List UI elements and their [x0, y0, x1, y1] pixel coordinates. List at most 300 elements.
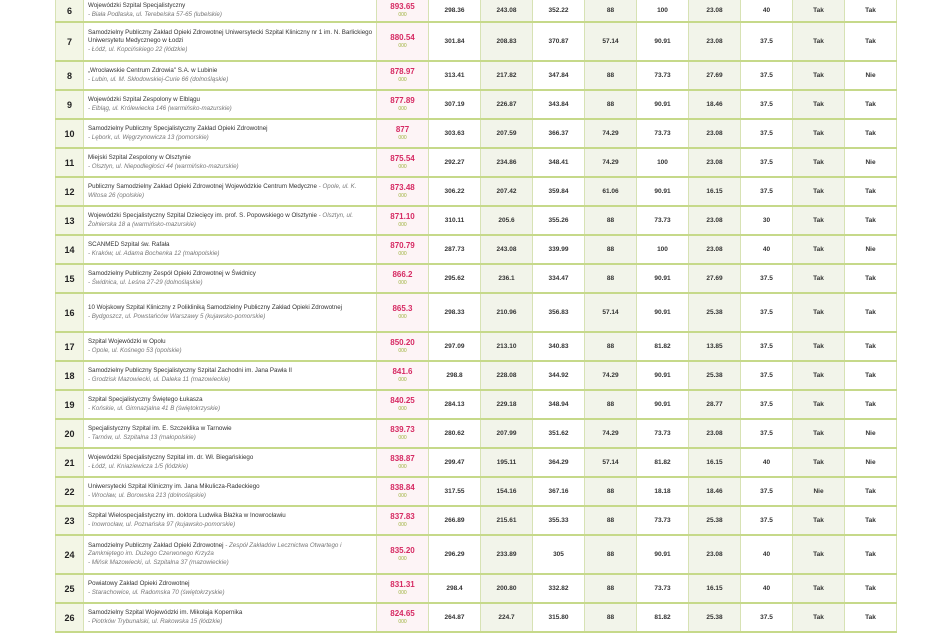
- value-cell: 370.87: [533, 22, 585, 61]
- value-cell: Tak: [845, 390, 897, 419]
- value-cell: Nie: [845, 148, 897, 177]
- score-sub: 000: [398, 618, 407, 625]
- value-cell: 30: [741, 206, 793, 235]
- value-cell: 296.29: [429, 535, 481, 574]
- total-score: 866.2: [392, 269, 413, 279]
- value-cell: Tak: [845, 574, 897, 603]
- value-cell: 356.83: [533, 293, 585, 332]
- rank-cell: 8: [56, 61, 84, 90]
- hospital-name: Publiczny Samodzielny Zakład Opieki Zdrowotnej Wojewódzkie Centrum Medyczne: [88, 182, 317, 190]
- rank-cell: 24: [56, 535, 84, 574]
- score-cell: [377, 235, 429, 264]
- value-cell: 88: [585, 574, 637, 603]
- value-cell: Tak: [845, 293, 897, 332]
- value-cell: 213.10: [481, 332, 533, 361]
- hospital-cell: [84, 603, 377, 632]
- value-cell: 303.63: [429, 119, 481, 148]
- hospital-address: - Kraków, ul. Adama Bochenka 12 (małopolskie): [88, 249, 220, 257]
- total-score: 880.54: [390, 32, 415, 42]
- value-cell: 25.38: [689, 361, 741, 390]
- hospital-name: Szpital Wielospecjalistyczny im. doktora Ludwika Błażka w Inowrocławiu: [88, 511, 286, 519]
- value-cell: 81.82: [637, 448, 689, 477]
- value-cell: 37.5: [741, 22, 793, 61]
- hospital-name: Wojewódzki Specjalistyczny Szpital Dziecięcy im. prof. S. Popowskiego w Olsztynie: [88, 211, 317, 219]
- hospital-address: - Olsztyn, ul. Niepodległości 44 (warmińsko-mazurskie): [88, 162, 239, 170]
- value-cell: 37.5: [741, 390, 793, 419]
- value-cell: 27.69: [689, 264, 741, 293]
- value-cell: 307.19: [429, 90, 481, 119]
- score-sub: 000: [398, 555, 407, 562]
- rank-cell: 14: [56, 235, 84, 264]
- value-cell: 73.73: [637, 419, 689, 448]
- total-score: 878.97: [390, 66, 415, 76]
- value-cell: 40: [741, 574, 793, 603]
- score-sub: 000: [398, 192, 407, 199]
- score-sub: 000: [398, 163, 407, 170]
- total-score: 838.84: [390, 482, 415, 492]
- rank-cell: 22: [56, 477, 84, 506]
- value-cell: 25.38: [689, 293, 741, 332]
- hospital-name: Samodzielny Publiczny Zakład Opieki Zdrowotnej Uniwersytecki Szpital Kliniczny nr 1 im. N. Barlickiego Uniwersytetu Medycznego w Łodzi: [88, 28, 373, 45]
- rank-cell: 16: [56, 293, 84, 332]
- score-cell: [377, 603, 429, 632]
- hospital-address: - Piotrków Trybunalski, ul. Rakowska 15 (łódzkie): [88, 617, 223, 625]
- value-cell: 340.83: [533, 332, 585, 361]
- score-cell: [377, 177, 429, 206]
- value-cell: Tak: [793, 506, 845, 535]
- value-cell: Tak: [793, 0, 845, 22]
- value-cell: 228.08: [481, 361, 533, 390]
- total-score: 850.20: [390, 337, 415, 347]
- value-cell: Tak: [793, 119, 845, 148]
- score-cell: [377, 506, 429, 535]
- value-cell: 280.62: [429, 419, 481, 448]
- value-cell: 298.33: [429, 293, 481, 332]
- value-cell: 37.5: [741, 477, 793, 506]
- value-cell: 88: [585, 206, 637, 235]
- value-cell: 243.08: [481, 235, 533, 264]
- table-row: [56, 448, 897, 477]
- value-cell: 90.91: [637, 90, 689, 119]
- hospital-address: - Biała Podlaska, ul. Terebelska 57-65 (lubelskie): [88, 10, 222, 18]
- value-cell: Tak: [845, 361, 897, 390]
- value-cell: 266.89: [429, 506, 481, 535]
- value-cell: 298.36: [429, 0, 481, 22]
- table-row: [56, 264, 897, 293]
- value-cell: 205.6: [481, 206, 533, 235]
- value-cell: 298.4: [429, 574, 481, 603]
- value-cell: 18.46: [689, 90, 741, 119]
- value-cell: 90.91: [637, 264, 689, 293]
- hospital-cell: [84, 61, 377, 90]
- value-cell: Nie: [845, 61, 897, 90]
- value-cell: 37.5: [741, 177, 793, 206]
- value-cell: Tak: [845, 177, 897, 206]
- rank-cell: 18: [56, 361, 84, 390]
- value-cell: Tak: [845, 22, 897, 61]
- rank-cell: 9: [56, 90, 84, 119]
- score-sub: 000: [398, 405, 407, 412]
- hospital-ranking-table: [55, 0, 897, 633]
- value-cell: Tak: [845, 477, 897, 506]
- score-cell: [377, 90, 429, 119]
- table-row: [56, 90, 897, 119]
- score-sub: 000: [398, 250, 407, 257]
- value-cell: Tak: [793, 361, 845, 390]
- rank-cell: 20: [56, 419, 84, 448]
- table-row: [56, 477, 897, 506]
- value-cell: 334.47: [533, 264, 585, 293]
- value-cell: Tak: [845, 0, 897, 22]
- value-cell: Tak: [845, 535, 897, 574]
- value-cell: 90.91: [637, 361, 689, 390]
- score-cell: [377, 206, 429, 235]
- value-cell: 298.8: [429, 361, 481, 390]
- rank-cell: 25: [56, 574, 84, 603]
- value-cell: 339.99: [533, 235, 585, 264]
- hospital-address: - Łódź, ul. Kniaziewicza 1/5 (łódzkie): [88, 462, 189, 470]
- value-cell: 18.46: [689, 477, 741, 506]
- value-cell: 23.08: [689, 22, 741, 61]
- value-cell: 16.15: [689, 177, 741, 206]
- hospital-address: - Końskie, ul. Gimnazjalna 41 B (świętokrzyskie): [88, 404, 221, 412]
- hospital-name: Specjalistyczny Szpital im. E. Szczeklika w Tarnowie: [88, 424, 232, 432]
- hospital-address: - Mińsk Mazowiecki, ul. Szpitalna 37 (mazowieckie): [88, 558, 229, 566]
- value-cell: 25.38: [689, 506, 741, 535]
- value-cell: 215.61: [481, 506, 533, 535]
- hospital-cell: [84, 22, 377, 61]
- hospital-name: Wojewódzki Szpital Zespolony w Elblągu: [88, 95, 201, 103]
- value-cell: Tak: [793, 574, 845, 603]
- hospital-address: - Wrocław, ul. Borowska 213 (dolnośląskie): [88, 491, 206, 499]
- score-sub: 000: [398, 279, 407, 286]
- hospital-address: - Bydgoszcz, ul. Powstańców Warszawy 5 (kujawsko-pomorskie): [88, 312, 266, 320]
- value-cell: 37.5: [741, 148, 793, 177]
- value-cell: 295.62: [429, 264, 481, 293]
- table-row: [56, 535, 897, 574]
- value-cell: 37.5: [741, 361, 793, 390]
- value-cell: 88: [585, 332, 637, 361]
- value-cell: Tak: [793, 264, 845, 293]
- value-cell: 210.96: [481, 293, 533, 332]
- value-cell: 310.11: [429, 206, 481, 235]
- value-cell: 88: [585, 235, 637, 264]
- value-cell: 315.80: [533, 603, 585, 632]
- value-cell: Tak: [793, 206, 845, 235]
- value-cell: 88: [585, 390, 637, 419]
- table-row: [56, 390, 897, 419]
- value-cell: Tak: [845, 206, 897, 235]
- value-cell: 217.82: [481, 61, 533, 90]
- value-cell: 16.15: [689, 448, 741, 477]
- value-cell: 364.29: [533, 448, 585, 477]
- table-row: [56, 419, 897, 448]
- rank-cell: 7: [56, 22, 84, 61]
- value-cell: 207.59: [481, 119, 533, 148]
- value-cell: Tak: [793, 535, 845, 574]
- hospital-address: - Opole, ul. Kośnego 53 (opolskie): [88, 346, 182, 354]
- value-cell: 208.83: [481, 22, 533, 61]
- hospital-inline-note: - Opole, ul. K. Witosa 26 (opolskie): [88, 182, 357, 199]
- value-cell: Tak: [845, 119, 897, 148]
- score-cell: [377, 119, 429, 148]
- value-cell: 57.14: [585, 293, 637, 332]
- value-cell: 90.91: [637, 293, 689, 332]
- value-cell: Tak: [845, 332, 897, 361]
- value-cell: 90.91: [637, 535, 689, 574]
- value-cell: 37.5: [741, 90, 793, 119]
- value-cell: Tak: [845, 506, 897, 535]
- total-score: 841.6: [392, 366, 413, 376]
- value-cell: 37.5: [741, 603, 793, 632]
- hospital-name: Miejski Szpital Zespolony w Olsztynie: [88, 153, 191, 161]
- score-sub: 000: [398, 11, 407, 18]
- value-cell: 73.73: [637, 61, 689, 90]
- rank-cell: 17: [56, 332, 84, 361]
- table-row: [56, 206, 897, 235]
- score-cell: [377, 61, 429, 90]
- value-cell: 100: [637, 235, 689, 264]
- value-cell: Nie: [793, 477, 845, 506]
- total-score: 877: [395, 124, 410, 134]
- table-row: [56, 0, 897, 22]
- value-cell: 88: [585, 603, 637, 632]
- table-row: [56, 506, 897, 535]
- value-cell: 88: [585, 0, 637, 22]
- total-score: 877.89: [390, 95, 415, 105]
- score-cell: [377, 448, 429, 477]
- value-cell: 81.82: [637, 332, 689, 361]
- value-cell: Nie: [845, 419, 897, 448]
- table-row: [56, 361, 897, 390]
- value-cell: 74.29: [585, 148, 637, 177]
- value-cell: 195.11: [481, 448, 533, 477]
- value-cell: 37.5: [741, 419, 793, 448]
- value-cell: 100: [637, 0, 689, 22]
- hospital-name: SCANMED Szpital św. Rafała: [88, 240, 170, 248]
- total-score: 835.20: [390, 545, 415, 555]
- hospital-inline-note: - Zespół Zakładów Lecznictwa Otwartego i Zamkniętego im. Dużego Czerwonego Krzyża: [88, 541, 342, 558]
- hospital-address: - Elbląg, ul. Królewiecka 146 (warmińsko-mazurskie): [88, 104, 232, 112]
- rank-cell: 11: [56, 148, 84, 177]
- hospital-address: - Lębork, ul. Węgrzynowicza 13 (pomorskie): [88, 133, 209, 141]
- value-cell: 297.09: [429, 332, 481, 361]
- value-cell: 88: [585, 535, 637, 574]
- total-score: 838.87: [390, 453, 415, 463]
- hospital-cell: [84, 0, 377, 22]
- hospital-address: - Starachowice, ul. Radomska 70 (świętokrzyskie): [88, 588, 225, 596]
- score-cell: [377, 574, 429, 603]
- value-cell: 347.84: [533, 61, 585, 90]
- value-cell: 73.73: [637, 506, 689, 535]
- score-sub: 000: [398, 434, 407, 441]
- score-sub: 000: [398, 221, 407, 228]
- value-cell: Tak: [793, 235, 845, 264]
- hospital-name: 10 Wojskowy Szpital Kliniczny z Polikliniką Samodzielny Publiczny Zakład Opieki Zdrowotnej: [88, 303, 343, 311]
- value-cell: 90.91: [637, 22, 689, 61]
- value-cell: 23.08: [689, 148, 741, 177]
- value-cell: 207.99: [481, 419, 533, 448]
- hospital-name: „Wrocławskie Centrum Zdrowia" S.A. w Lubinie: [88, 66, 218, 74]
- value-cell: 264.87: [429, 603, 481, 632]
- score-sub: 000: [398, 42, 407, 49]
- value-cell: 200.80: [481, 574, 533, 603]
- value-cell: Tak: [845, 90, 897, 119]
- rank-cell: 13: [56, 206, 84, 235]
- value-cell: 229.18: [481, 390, 533, 419]
- score-cell: [377, 0, 429, 22]
- value-cell: 37.5: [741, 61, 793, 90]
- value-cell: 359.84: [533, 177, 585, 206]
- value-cell: 313.41: [429, 61, 481, 90]
- hospital-name: Samodzielny Publiczny Zakład Opieki Zdrowotnej: [88, 541, 224, 549]
- value-cell: 37.5: [741, 293, 793, 332]
- value-cell: 88: [585, 506, 637, 535]
- table-row: [56, 177, 897, 206]
- total-score: 873.48: [390, 182, 415, 192]
- value-cell: 28.77: [689, 390, 741, 419]
- value-cell: 154.16: [481, 477, 533, 506]
- total-score: 875.54: [390, 153, 415, 163]
- rank-cell: 26: [56, 603, 84, 632]
- value-cell: Tak: [793, 177, 845, 206]
- hospital-name: Szpital Specjalistyczny Świętego Łukasza: [88, 395, 203, 403]
- hospital-cell: [84, 574, 377, 603]
- hospital-cell: [84, 419, 377, 448]
- score-sub: 000: [398, 76, 407, 83]
- score-sub: 000: [398, 313, 407, 320]
- value-cell: Tak: [793, 603, 845, 632]
- value-cell: 90.91: [637, 177, 689, 206]
- total-score: 871.10: [390, 211, 415, 221]
- table-body: [56, 0, 897, 632]
- value-cell: Tak: [793, 332, 845, 361]
- value-cell: 284.13: [429, 390, 481, 419]
- score-sub: 000: [398, 105, 407, 112]
- value-cell: Tak: [793, 61, 845, 90]
- value-cell: 23.08: [689, 535, 741, 574]
- rank-cell: 12: [56, 177, 84, 206]
- value-cell: 351.62: [533, 419, 585, 448]
- score-cell: [377, 332, 429, 361]
- score-sub: 000: [398, 589, 407, 596]
- hospital-name: Samodzielny Publiczny Specjalistyczny Zakład Opieki Zdrowotnej: [88, 124, 268, 132]
- value-cell: 90.91: [637, 390, 689, 419]
- value-cell: Nie: [845, 448, 897, 477]
- score-sub: 000: [398, 347, 407, 354]
- hospital-name: Wojewódzki Specjalistyczny Szpital im. dr. Wł. Biegańskiego: [88, 453, 254, 461]
- value-cell: 61.06: [585, 177, 637, 206]
- total-score: 839.73: [390, 424, 415, 434]
- score-cell: [377, 419, 429, 448]
- table-row: [56, 332, 897, 361]
- value-cell: 25.38: [689, 603, 741, 632]
- value-cell: Tak: [793, 148, 845, 177]
- score-cell: [377, 361, 429, 390]
- value-cell: 23.08: [689, 419, 741, 448]
- value-cell: 16.15: [689, 574, 741, 603]
- hospital-address: - Grodzisk Mazowiecki, ul. Daleka 11 (mazowieckie): [88, 375, 231, 383]
- score-cell: [377, 22, 429, 61]
- rank-cell: 23: [56, 506, 84, 535]
- rank-cell: 10: [56, 119, 84, 148]
- value-cell: 88: [585, 90, 637, 119]
- value-cell: Nie: [845, 235, 897, 264]
- hospital-cell: [84, 235, 377, 264]
- value-cell: 226.87: [481, 90, 533, 119]
- value-cell: 236.1: [481, 264, 533, 293]
- hospital-address: - Łódź, ul. Kopcińskiego 22 (łódzkie): [88, 45, 188, 53]
- table-row: [56, 574, 897, 603]
- value-cell: 234.86: [481, 148, 533, 177]
- value-cell: 81.82: [637, 603, 689, 632]
- hospital-address: - Tarnów, ul. Szpitalna 13 (małopolskie): [88, 433, 196, 441]
- score-sub: 000: [398, 521, 407, 528]
- value-cell: 23.08: [689, 119, 741, 148]
- value-cell: 40: [741, 448, 793, 477]
- hospital-name: Wojewódzki Szpital Specjalistyczny: [88, 1, 186, 9]
- value-cell: 57.14: [585, 22, 637, 61]
- rank-cell: 15: [56, 264, 84, 293]
- hospital-address: - Lubin, ul. M. Skłodowskiej-Curie 66 (dolnośląskie): [88, 75, 229, 83]
- hospital-cell: [84, 448, 377, 477]
- score-sub: 000: [398, 134, 407, 141]
- score-cell: [377, 148, 429, 177]
- value-cell: 73.73: [637, 574, 689, 603]
- value-cell: 73.73: [637, 206, 689, 235]
- score-sub: 000: [398, 376, 407, 383]
- value-cell: 317.55: [429, 477, 481, 506]
- hospital-address: - Inowrocław, ul. Poznańska 97 (kujawsko-pomorskie): [88, 520, 236, 528]
- rank-cell: 19: [56, 390, 84, 419]
- value-cell: 88: [585, 264, 637, 293]
- value-cell: 40: [741, 235, 793, 264]
- hospital-cell: [84, 361, 377, 390]
- value-cell: 57.14: [585, 448, 637, 477]
- value-cell: 23.08: [689, 0, 741, 22]
- total-score: 840.25: [390, 395, 415, 405]
- value-cell: Tak: [793, 390, 845, 419]
- hospital-cell: [84, 535, 377, 574]
- value-cell: 37.5: [741, 264, 793, 293]
- score-cell: [377, 390, 429, 419]
- value-cell: 367.16: [533, 477, 585, 506]
- value-cell: 74.29: [585, 119, 637, 148]
- hospital-cell: [84, 148, 377, 177]
- value-cell: 348.94: [533, 390, 585, 419]
- value-cell: Tak: [845, 264, 897, 293]
- total-score: 824.65: [390, 608, 415, 618]
- value-cell: 366.37: [533, 119, 585, 148]
- hospital-inline-note: - Olsztyn, ul. Żołnierska 18 a (warmińsko-mazurskie): [88, 211, 354, 228]
- hospital-cell: [84, 506, 377, 535]
- value-cell: 348.41: [533, 148, 585, 177]
- value-cell: 207.42: [481, 177, 533, 206]
- value-cell: 224.7: [481, 603, 533, 632]
- value-cell: 37.5: [741, 332, 793, 361]
- total-score: 837.83: [390, 511, 415, 521]
- value-cell: 233.89: [481, 535, 533, 574]
- hospital-cell: [84, 264, 377, 293]
- value-cell: Tak: [793, 448, 845, 477]
- hospital-cell: [84, 177, 377, 206]
- value-cell: 74.29: [585, 361, 637, 390]
- table-row: [56, 603, 897, 632]
- value-cell: Tak: [793, 22, 845, 61]
- hospital-name: Uniwersytecki Szpital Kliniczny im. Jana Mikulicza-Radeckiego: [88, 482, 260, 490]
- value-cell: 37.5: [741, 119, 793, 148]
- score-sub: 000: [398, 463, 407, 470]
